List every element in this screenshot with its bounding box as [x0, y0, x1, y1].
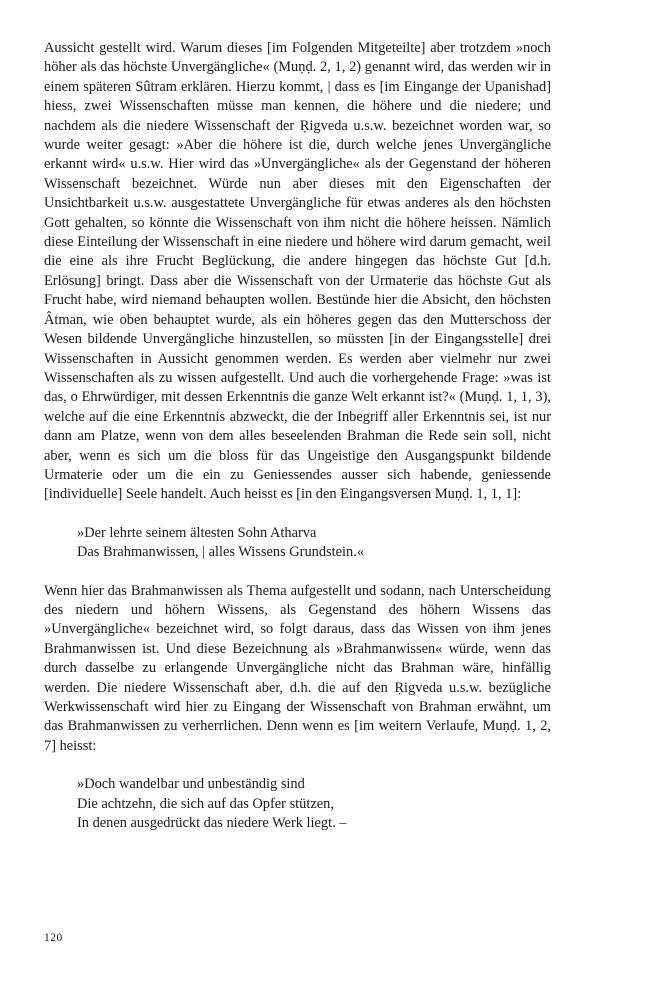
verse-line: »Der lehrte seinem ältesten Sohn Atharva: [77, 524, 317, 541]
verse-line: In denen ausgedrückt das niedere Werk liegt. –: [77, 815, 347, 832]
paragraph-1: Aussicht gestellt wird. Warum dieses [im Folgenden Mitgeteilte] aber trotzdem »noch höher als das höchste Unvergängliche« (Muṇḍ. 2, 1, 2) genannt wird, das werden wir in einem späteren Sûtram erklären. Hierzu kommt, | dass es [im Eingange der Upanishad] hiess, zwei Wissenschaften müsse man kennen, die höhere und die niedere; und nachdem als die niedere Wissenschaft der Ṛigveda u.s.w. bezeichnet worden war, so wurde weiter gesagt: »Aber die höhere ist die, durch welche jenes Unvergängliche erkannt wird« u.s.w. Hier wird das »Unvergängliche« als der Gegenstand der höheren Wissenschaft bezeichnet. Würde nun aber dieses mit den Eigenschaften der Unsichtbarkeit u.s.w. ausgestattete Unvergängliche für etwas anderes als den höchsten Gott gehalten, so könnte die Wissenschaft von ihm nicht die höhere heissen. Nämlich diese Einteilung der Wissenschaft in eine niedere und höhere wird darum gemacht, weil die eine als ihre Frucht Beglückung, die andere hingegen das höchste Gut [d.h. Erlösung] bringt. Dass aber die Wissenschaft von der Urmaterie das höchste Gut als Frucht habe, wird niemand behaupten wollen. Bestünde hier die Absicht, den höchsten Âtman, wie oben behauptet wurde, als ein höheres gegen das den Mutterschoss der Wesen bildende Unvergängliche hinzustellen, so müssten [in der Eingangsstelle] drei Wissenschaften in Aussicht genommen werden. Es werden aber vielmehr nur zwei Wissenschaften als zu wissen aufgestellt. Und auch die vorhergehende Frage: »was ist das, o Ehrwürdiger, mit dessen Erkenntnis die ganze Welt erkannt ist?« (Muṇḍ. 1, 1, 3), welche auf die eine Erkenntnis abzweckt, die der Inbegriff aller Erkenntnis sei, ist nur dann am Platze, wenn von dem alles beseelenden Brahman die Rede sein soll, nicht aber, wenn es sich um die bloss für das Ungeistige den Ausgangspunkt bildende Urmaterie oder um die ein zu Geniessendes ausser sich habende, geniessende [individuelle] Seele handelt. Auch heisst es [in den Eingangsversen Muṇḍ. 1, 1, 1]:: [44, 40, 551, 503]
page-number: 120: [44, 932, 63, 944]
verse-line: Die achtzehn, die sich auf das Opfer stützen,: [77, 795, 334, 812]
body-text: [44, 39, 551, 852]
verse-quote-1: [77, 524, 551, 563]
paragraph-2: Wenn hier das Brahmanwissen als Thema aufgestellt und sodann, nach Unterscheidung des niedern und höhern Wissens, als Gegenstand des höhern Wissens das »Unvergängliche« bezeichnet wird, so folgt daraus, dass das Wissen von ihm jenes Brahmanwissen ist. Und diese Bezeichnung als »Brahmanwissen« würde, wenn das durch dasselbe zu erlangende Unvergängliche nicht das Brahman wäre, hinfällig werden. Die niedere Wissenschaft aber, d.h. die auf den Ṛigveda u.s.w. bezügliche Werkwissenschaft wird hier zu Eingang der Wissenschaft von Brahman erwähnt, um das Brahmanwissen zu verherrlichen. Denn wenn es [im weitern Verlaufe, Muṇḍ. 1, 2, 7] heisst:: [44, 582, 551, 754]
verse-quote-2: [77, 775, 551, 833]
verse-line: Das Brahmanwissen, | alles Wissens Grundstein.«: [77, 544, 365, 561]
verse-line: »Doch wandelbar und unbeständig sind: [77, 776, 305, 793]
